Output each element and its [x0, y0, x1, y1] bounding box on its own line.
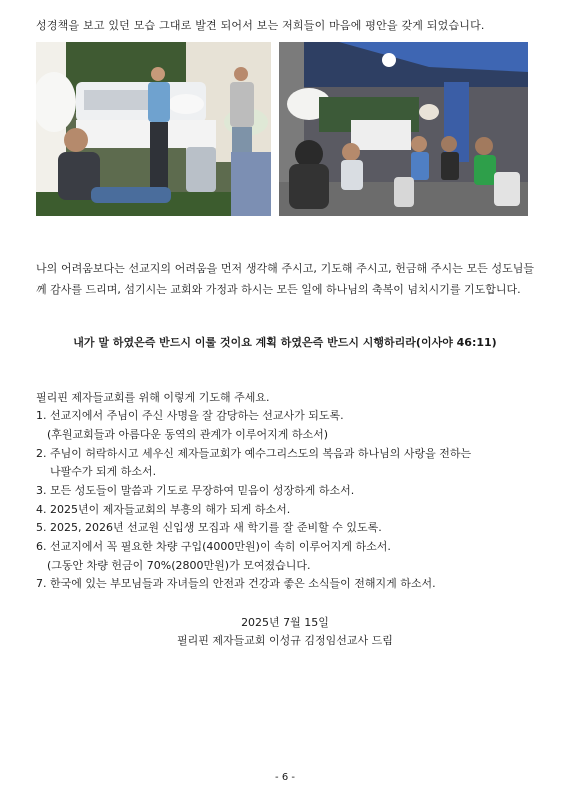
- prayer-item: 7. 한국에 있는 부모님들과 자녀들의 안전과 건강과 좋은 소식들이 전해지게 하소서.: [36, 577, 436, 590]
- prayer-heading: 필리핀 제자들교회를 위해 이렇게 기도해 주세요.: [36, 391, 270, 404]
- letter-signature: 필리핀 제자들교회 이성규 김정임선교사 드림: [177, 634, 393, 647]
- letter-date: 2025년 7월 15일: [241, 616, 329, 629]
- prayer-item: 3. 모든 성도들이 말씀과 기도로 무장하여 믿음이 성장하게 하소서.: [36, 484, 355, 497]
- prayer-item: 1. 선교지에서 주님이 주신 사명을 잘 감당하는 선교사가 되도록.: [36, 409, 344, 422]
- page-number: - 6 -: [275, 772, 295, 783]
- prayer-item: 2. 주님이 허락하시고 세우신 제자들교회가 예수그리스도의 복음과 하나님의 사랑을 전하는: [36, 447, 472, 460]
- prayer-item: 6. 선교지에서 꼭 필요한 차량 구입(4000만원)이 속히 이루어지게 하소서.: [36, 540, 391, 553]
- memorial-gathering-photo: [279, 42, 528, 216]
- prayer-item-note: (후원교회들과 아름다운 동역의 관계가 이루어지게 하소서): [47, 428, 329, 441]
- intro-sentence: 성경책을 보고 있던 모습 그대로 발견 되어서 보는 저희들이 마음에 평안을 갖게 되었습니다.: [36, 19, 485, 32]
- prayer-item: 4. 2025년이 제자들교회의 부흥의 해가 되게 하소서.: [36, 503, 291, 516]
- gratitude-paragraph: 나의 어려움보다는 선교지의 어려움을 먼저 생각해 주시고, 기도해 주시고, 헌금해 주시는 모든 성도님들께 감사를 드리며, 섬기시는 교회와 가정과 하시는 모든 일에 하나님의 축복이 넘치시기를 기도합니다.: [36, 262, 534, 296]
- funeral-viewing-photo: [36, 42, 271, 216]
- prayer-item-note: (그동안 차량 헌금이 70%(2800만원)가 모여졌습니다.: [47, 559, 311, 572]
- prayer-item: 5. 2025, 2026년 선교원 신입생 모집과 새 학기를 잘 준비할 수 있도록.: [36, 521, 382, 534]
- prayer-item-continuation: 나팔수가 되게 하소서.: [50, 465, 157, 478]
- bible-verse: 내가 말 하였은즉 반드시 이룰 것이요 계획 하였은즉 반드시 시행하리라(이사야 46:11): [73, 336, 497, 349]
